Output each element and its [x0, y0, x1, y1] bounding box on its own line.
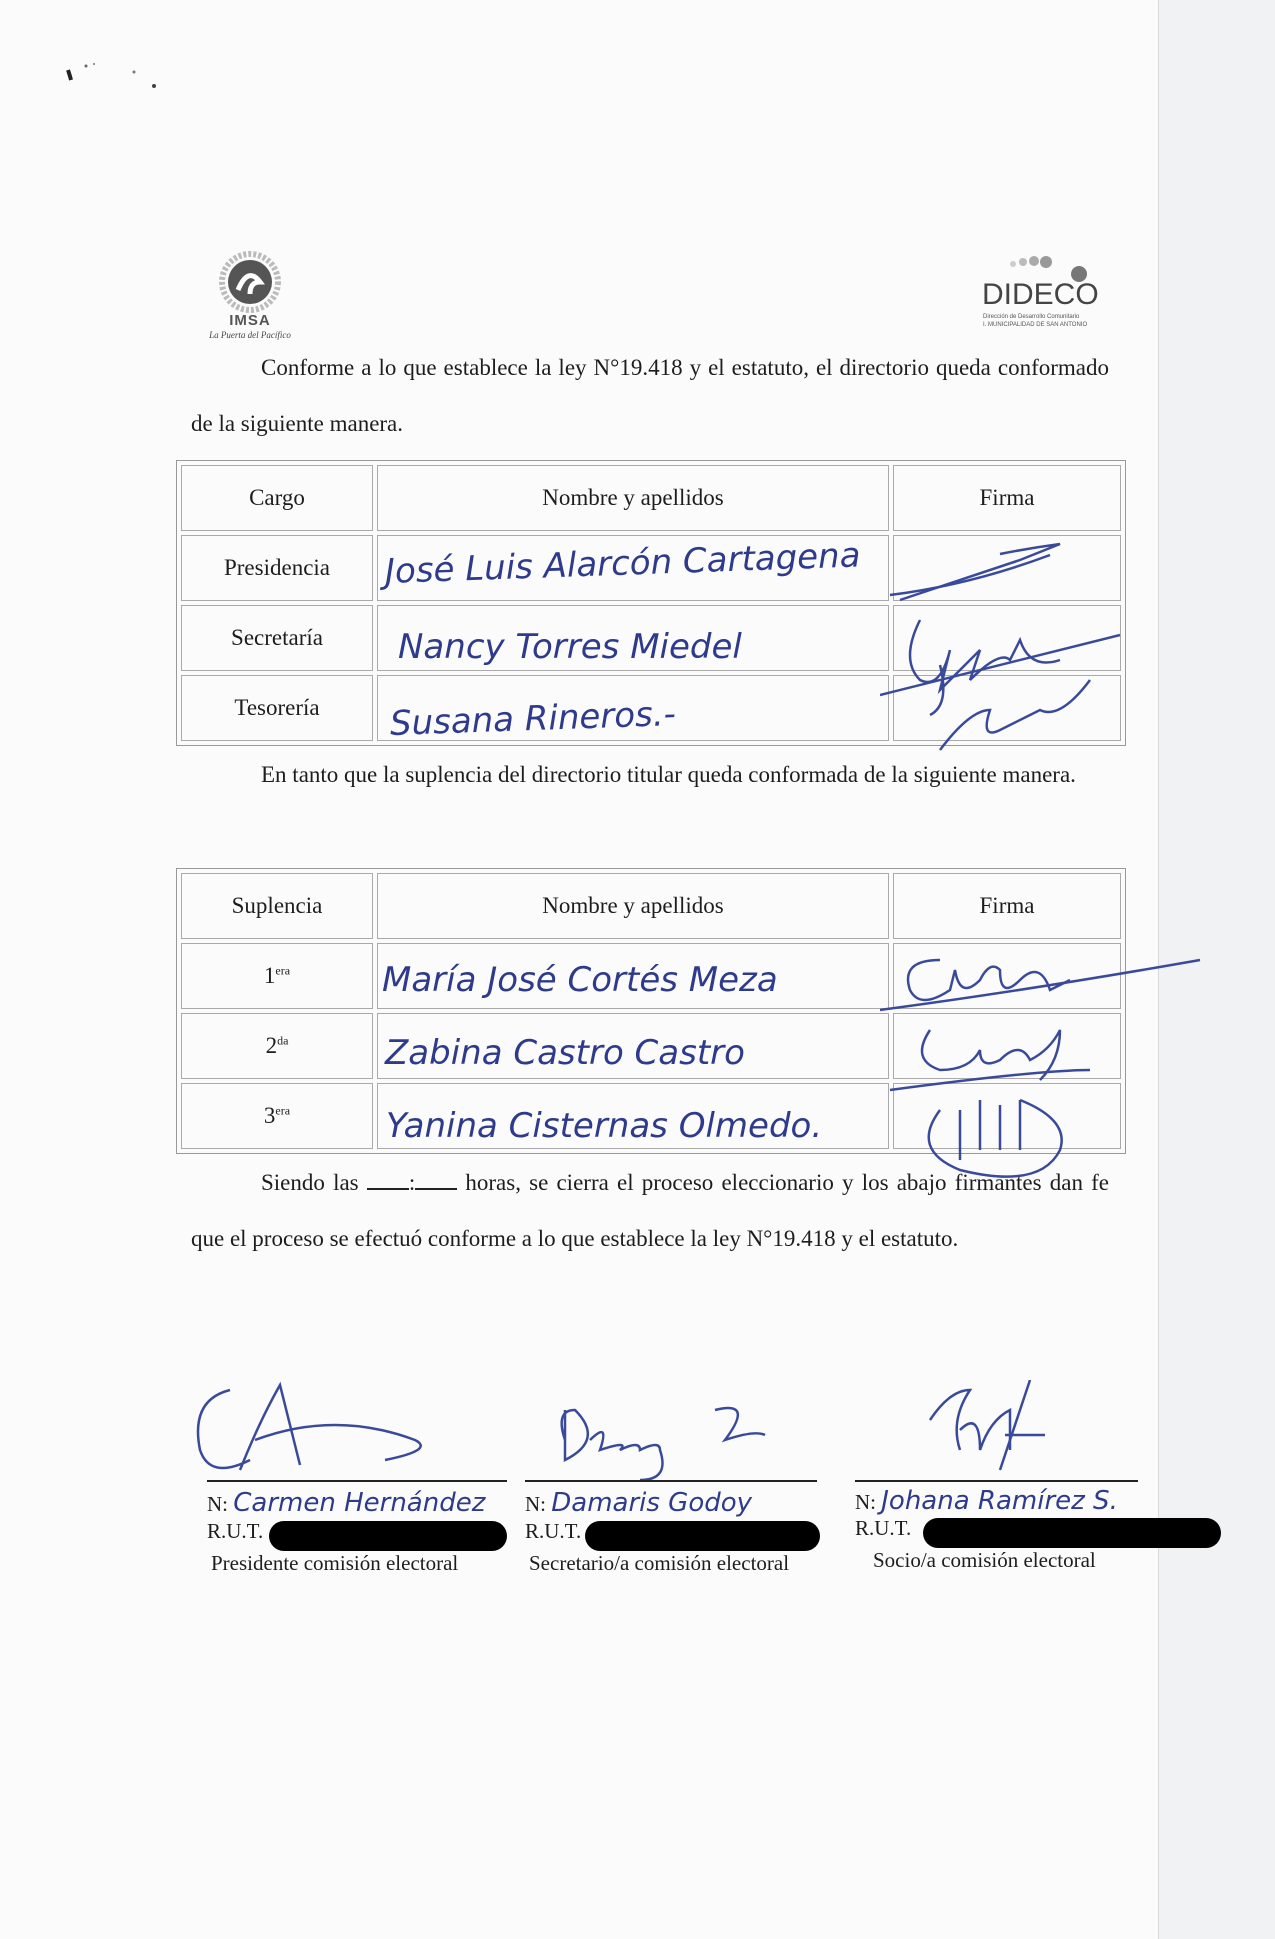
cierre-start: Siendo las — [261, 1170, 359, 1195]
header-cargo: Cargo — [181, 465, 373, 531]
header-firma: Firma — [893, 465, 1121, 531]
comision-signatures — [195, 1380, 1230, 1490]
role-label: Socio/a comisión electoral — [873, 1548, 1096, 1572]
firma-signatures-2 — [880, 940, 1210, 1180]
handwritten-name: Johana Ramírez S. — [881, 1486, 1118, 1516]
rut-label: R.U.T. — [855, 1516, 912, 1540]
hour-blank — [367, 1170, 409, 1190]
intro-text: Conforme a lo que establece la ley N°19.418 y el estatuto, el directorio queda conformado de la siguiente manera. — [191, 355, 1109, 436]
rut-label: R.U.T. — [525, 1519, 582, 1543]
redacted-rut — [585, 1521, 820, 1551]
rut-label: R.U.T. — [207, 1519, 264, 1543]
firma-signatures-1 — [880, 530, 1180, 760]
n-label: N: — [525, 1492, 546, 1516]
role-label: Presidente comisión electoral — [211, 1551, 459, 1575]
handwritten-name: Zabina Castro Castro — [385, 1033, 745, 1073]
cargo-cell: Presidencia — [181, 535, 373, 601]
dideco-subtitle-2: I. MUNICIPALIDAD DE SAN ANTONIO — [983, 322, 1088, 328]
handwritten-name: Damaris Godoy — [551, 1488, 753, 1518]
redacted-rut — [923, 1518, 1221, 1548]
handwritten-name: María José Cortés Meza — [382, 960, 778, 1000]
imsa-emblem-icon — [190, 240, 310, 316]
cargo-cell: Secretaría — [181, 605, 373, 671]
imsa-logo-tagline: La Puerta del Pacífico — [209, 330, 291, 340]
header-firma: Firma — [893, 873, 1121, 939]
dideco-subtitle-1: Dirección de Desarrollo Comunitario — [983, 314, 1080, 320]
imsa-logo — [190, 240, 310, 345]
cierre-paragraph — [191, 1155, 1109, 1267]
handwritten-name: Carmen Hernández — [233, 1488, 486, 1518]
table-header-row — [181, 465, 1121, 531]
handwritten-name: Susana Rineros.- — [389, 694, 677, 744]
role-label: Secretario/a comisión electoral — [529, 1551, 790, 1575]
n-label: N: — [207, 1492, 228, 1516]
cierre-rest: horas, se cierra el proceso eleccionario y los abajo firmantes dan fe que el proceso se efectuó conforme a lo que establece la ley N°19.418 y el estatuto. — [191, 1170, 1110, 1251]
minute-blank — [415, 1170, 457, 1190]
suplencia-paragraph — [191, 747, 1109, 803]
n-label: N: — [855, 1490, 876, 1514]
scan-smudge — [62, 60, 172, 100]
redacted-rut — [269, 1521, 507, 1551]
suplencia-text: En tanto que la suplencia del directorio titular queda conformada de la siguiente manera. — [261, 762, 1076, 787]
time-colon: : — [408, 1170, 416, 1195]
dideco-logo-text: DIDECO — [982, 278, 1099, 311]
signature-line — [207, 1480, 507, 1482]
handwritten-name: Yanina Cisternas Olmedo. — [386, 1106, 823, 1146]
header-nombre: Nombre y apellidos — [377, 873, 889, 939]
signature-line — [525, 1480, 817, 1482]
table-header-row — [181, 873, 1121, 939]
signature-line — [855, 1480, 1138, 1482]
header-suplencia: Suplencia — [181, 873, 373, 939]
suplencia-number-cell: $1^{era}$ — [181, 943, 373, 1009]
dideco-logo — [975, 252, 1105, 332]
suplencia-number-cell: $2^{da}$ — [181, 1013, 373, 1079]
handwritten-name: José Luis Alarcón Cartagena — [384, 535, 862, 592]
handwritten-name: Nancy Torres Miedel — [398, 627, 742, 667]
imsa-logo-text: IMSA — [229, 312, 271, 329]
suplencia-number-cell: $3^{era}$ — [181, 1083, 373, 1149]
intro-paragraph — [191, 340, 1109, 452]
header-nombre: Nombre y apellidos — [377, 465, 889, 531]
cargo-cell: Tesorería — [181, 675, 373, 741]
